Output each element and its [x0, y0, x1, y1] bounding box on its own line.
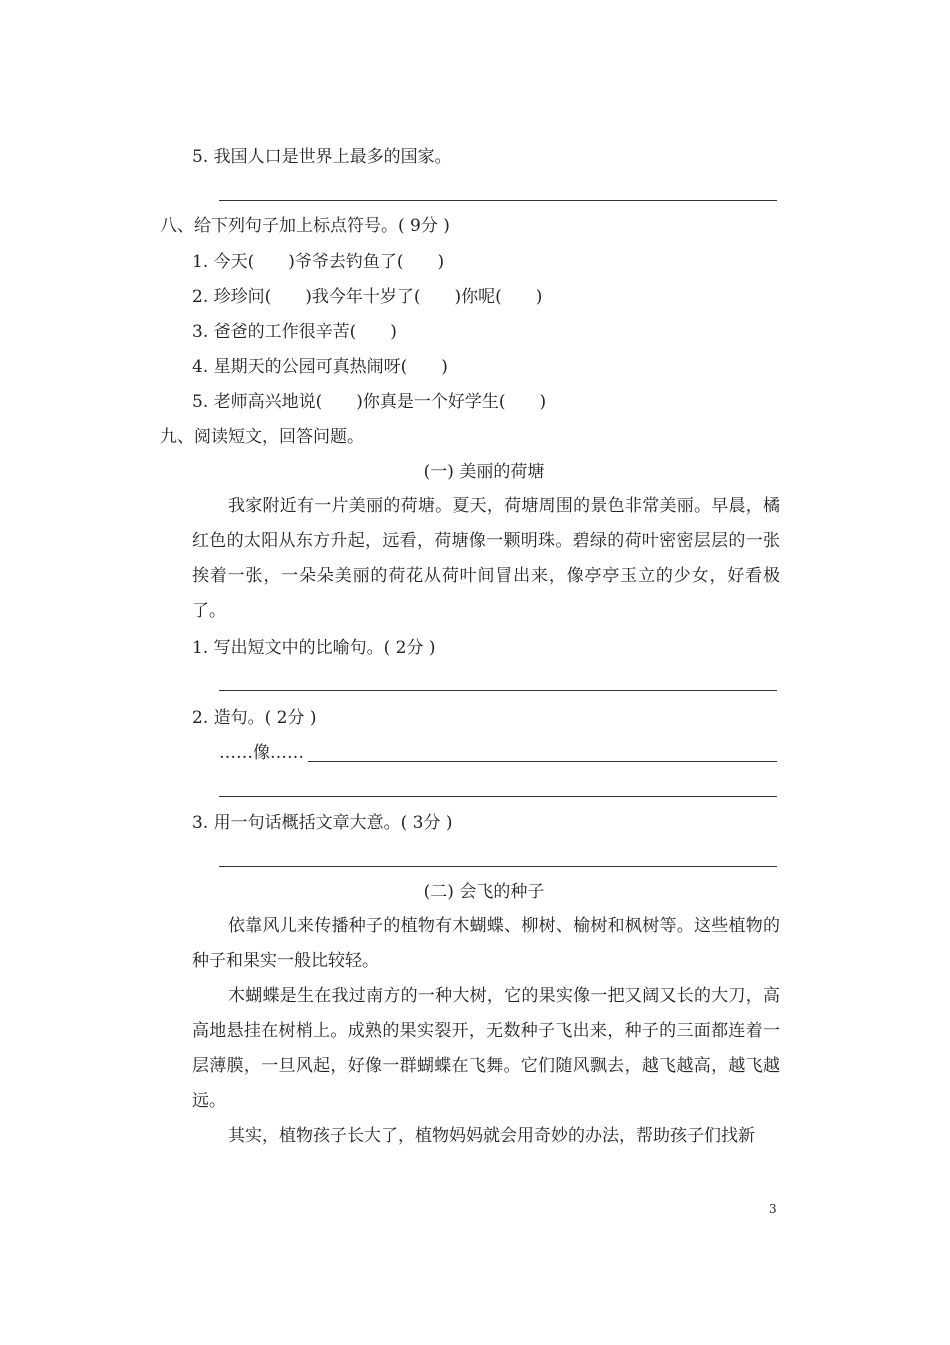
q8-heading: 八、给下列句子加上标点符号。( 9分 )	[160, 216, 450, 236]
q8-item-5: 5. 老师高兴地说( )你真是一个好学生( )	[192, 392, 547, 412]
p1-question-1: 1. 写出短文中的比喻句。( 2分 )	[192, 638, 436, 658]
answer-line	[219, 866, 777, 867]
q9-heading: 九、阅读短文，回答问题。	[160, 427, 364, 447]
q8-item-1: 1. 今天( )爷爷去钓鱼了( )	[192, 252, 445, 272]
answer-line	[308, 761, 777, 762]
q8-item-4: 4. 星期天的公园可真热闹呀( )	[192, 357, 448, 377]
passage-2-para-2-text: 木蝴蝶是生在我过南方的一种大树，它的果实像一把又阔又长的大刀，高高地悬挂在树梢上。成熟的果实裂开，无数种子飞出来，种子的三面都连着一层薄膜，一旦风起，好像一群蝴蝶在飞舞。它们随风飘去，越飞越高，越飞越远。	[192, 986, 780, 1111]
passage-2-para-1	[192, 909, 780, 979]
passage-1-title: (一) 美丽的荷塘	[423, 462, 545, 482]
q7-item-5: 5. 我国人口是世界上最多的国家。	[192, 147, 452, 167]
q8-item-3: 3. 爸爸的工作很辛苦( )	[192, 322, 397, 342]
passage-1-text	[192, 489, 780, 629]
answer-line	[219, 690, 777, 691]
sentence-prompt: ……像……	[219, 743, 304, 763]
answer-line	[219, 200, 777, 201]
p1-question-3: 3. 用一句话概括文章大意。( 3分 )	[192, 813, 453, 833]
passage-2-para-3-text: 其实，植物孩子长大了，植物妈妈就会用奇妙的办法，帮助孩子们找新	[228, 1126, 755, 1146]
q8-item-2: 2. 珍珍问( )我今年十岁了( )你呢( )	[192, 287, 543, 307]
passage-2-title: (二) 会飞的种子	[423, 882, 545, 902]
passage-2-para-3	[192, 1119, 780, 1154]
answer-line	[219, 796, 777, 797]
passage-1-body: 我家附近有一片美丽的荷塘。夏天，荷塘周围的景色非常美丽。早晨，橘红色的太阳从东方升起，远看，荷塘像一颗明珠。碧绿的荷叶密密层层的一张挨着一张，一朵朵美丽的荷花从荷叶间冒出来，像亭亭玉立的少女，好看极了。	[192, 496, 780, 621]
p1-question-2: 2. 造句。( 2分 )	[192, 708, 317, 728]
passage-2-para-2	[192, 979, 780, 1119]
passage-2-para-1-text: 依靠风儿来传播种子的植物有木蝴蝶、柳树、榆树和枫树等。这些植物的种子和果实一般比较轻。	[192, 916, 780, 971]
page-number: 3	[769, 1202, 777, 1216]
